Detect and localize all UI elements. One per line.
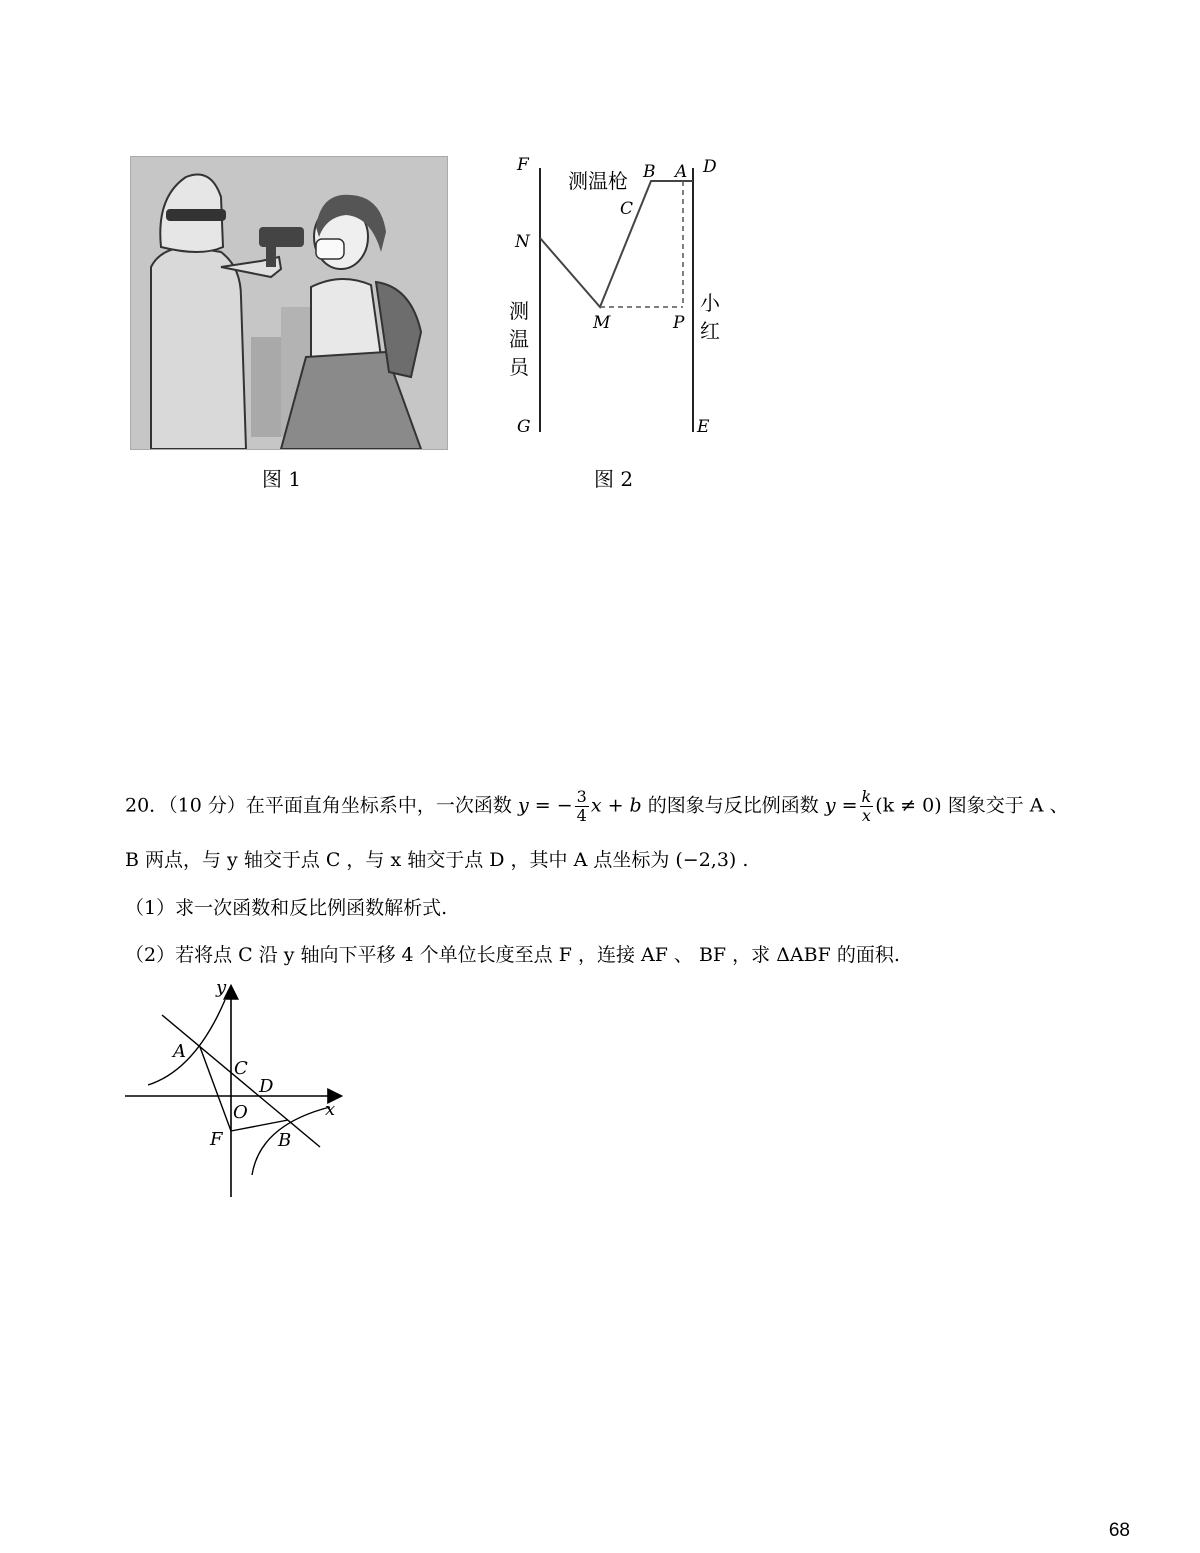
label-n: N <box>515 232 530 252</box>
eq1-rhs: x + b <box>590 794 642 817</box>
eq2-rhs: (k ≠ 0) <box>875 794 942 817</box>
graph-label-d: D <box>259 1076 274 1097</box>
label-measurer-3: 员 <box>509 355 529 379</box>
label-b: B <box>643 162 656 182</box>
label-f: F <box>517 155 529 175</box>
label-xiaohong-2: 红 <box>700 319 720 343</box>
page-number: 68 <box>1108 1520 1130 1541</box>
eq2-denominator: x <box>861 806 871 825</box>
eq2-fraction <box>860 788 874 825</box>
coordinate-graph <box>120 975 360 1200</box>
label-xiaohong-1: 小 <box>700 291 720 315</box>
label-p: P <box>673 313 685 333</box>
graph-label-b: B <box>278 1130 292 1151</box>
eq2-lhs: y = <box>824 794 858 817</box>
hyperbola-branch-upper-left <box>148 1000 225 1085</box>
question-mid: 的图象与反比例函数 <box>647 794 819 817</box>
question-tail: 图象交于 A 、 <box>947 794 1069 817</box>
graph-label-a: A <box>173 1041 186 1062</box>
question-20-line-2: B 两点，与 y 轴交于点 C ，与 x 轴交于点 D ，其中 A 点坐标为 (−2,3) . <box>125 849 749 871</box>
label-m: M <box>593 313 611 333</box>
figure-1-caption: 图 1 <box>262 467 302 491</box>
gun-arm-path <box>540 181 693 307</box>
question-20-line-1 <box>125 788 1069 825</box>
temperature-check-picture <box>131 157 447 449</box>
eq1-numerator: 3 <box>576 787 587 806</box>
label-measurer-1: 测 <box>509 299 529 323</box>
graph-label-y: y <box>216 977 227 998</box>
eq1-denominator: 4 <box>576 806 587 825</box>
label-a: A <box>675 162 688 182</box>
label-d: D <box>703 157 717 177</box>
label-measurer-2: 温 <box>509 327 529 351</box>
eq1-fraction <box>575 788 589 825</box>
eq2-numerator: k <box>861 787 872 806</box>
graph-label-c: C <box>234 1058 248 1079</box>
label-e: E <box>697 417 710 437</box>
figure-1-illustration <box>130 156 448 450</box>
eq1-lhs: y = − <box>517 794 573 817</box>
label-gun: 测温枪 <box>568 169 628 193</box>
figure-2-diagram <box>495 150 735 440</box>
question-intro: 在平面直角坐标系中，一次函数 <box>245 794 512 817</box>
question-20-part-1: （1）求一次函数和反比例函数解析式. <box>125 897 448 919</box>
graph-label-x: x <box>325 1099 336 1120</box>
question-20-part-2: （2）若将点 C 沿 y 轴向下平移 4 个单位长度至点 F ，连接 AF 、 BF ，求 ΔABF 的面积. <box>125 944 900 966</box>
label-g: G <box>517 417 531 437</box>
graph-label-f: F <box>210 1129 223 1150</box>
figure-2-caption: 图 2 <box>594 467 634 491</box>
linear-function-line <box>162 1015 320 1147</box>
label-c: C <box>620 199 634 219</box>
graph-label-o: O <box>233 1102 248 1123</box>
question-number: 20．（10 分） <box>125 794 246 817</box>
